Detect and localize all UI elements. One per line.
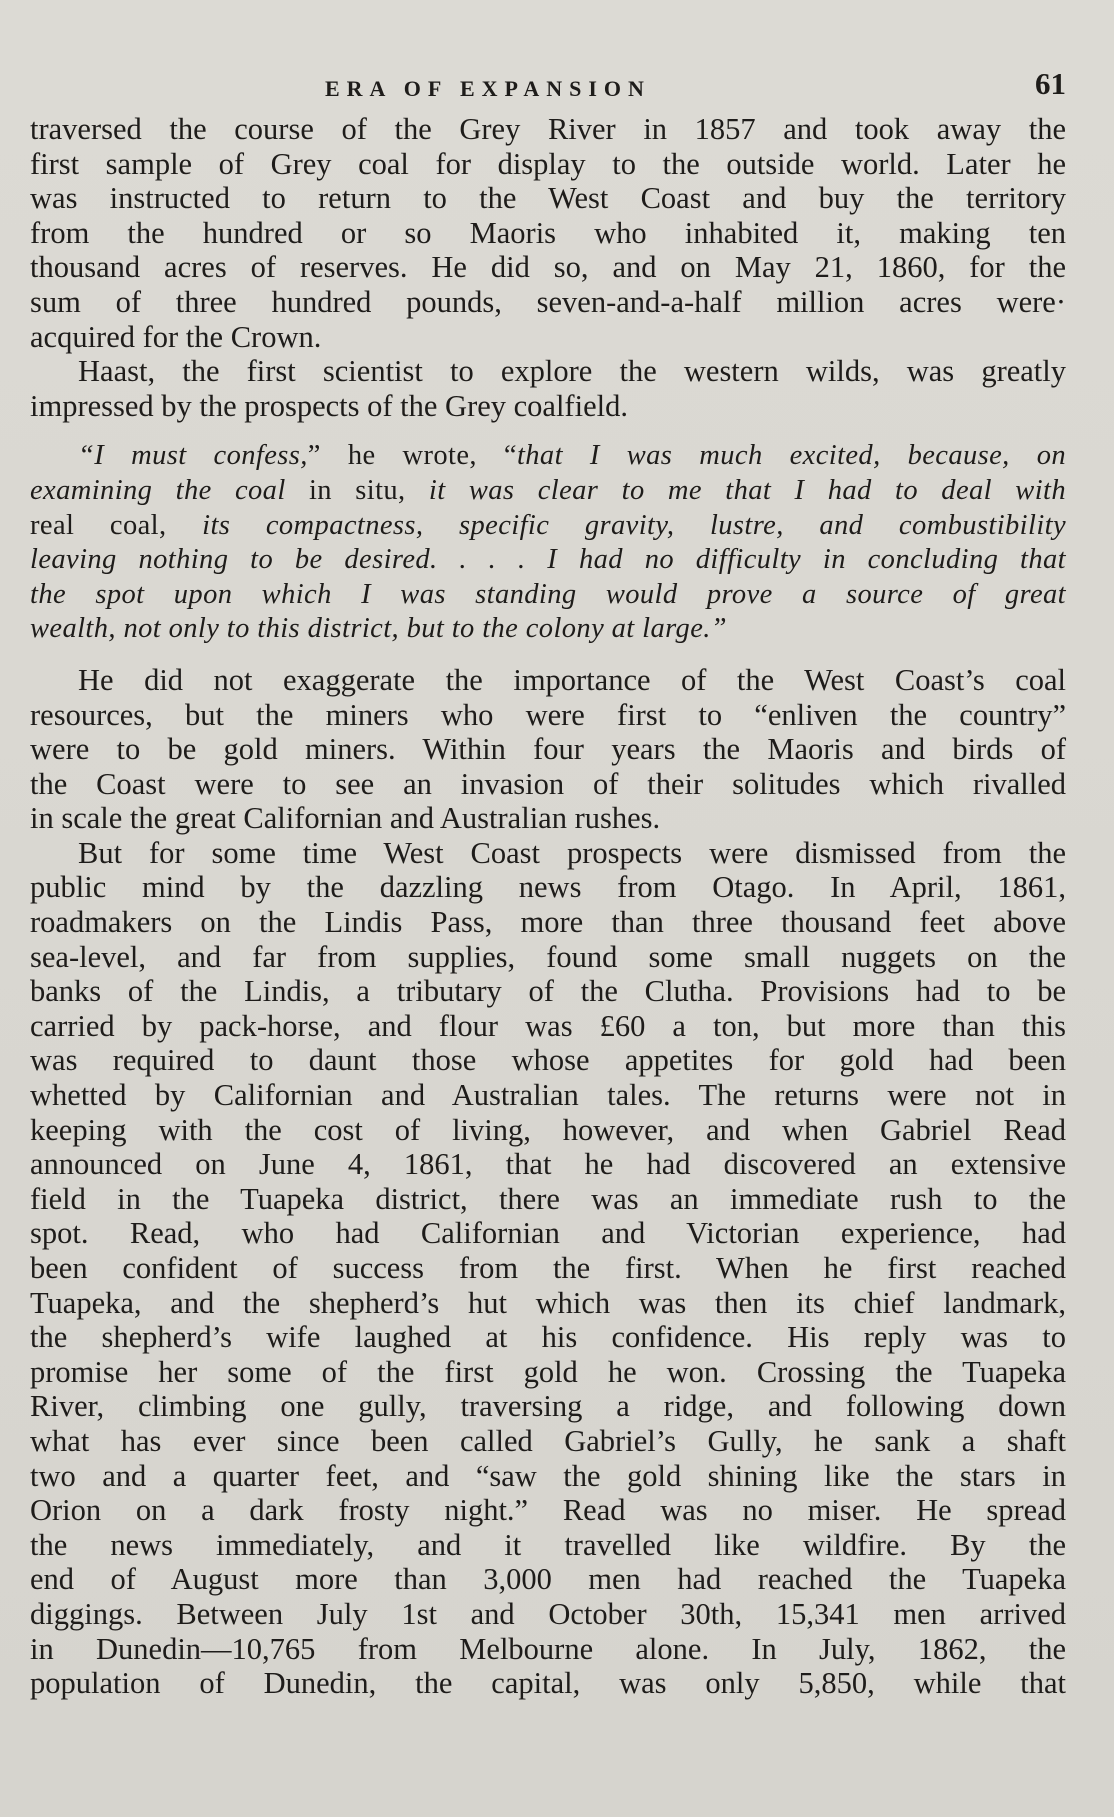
text-line: the news immediately, and it travelled like wildfire. By the — [30, 1527, 1066, 1562]
running-title: ERA OF EXPANSION — [325, 76, 651, 101]
quote-line — [30, 439, 1066, 474]
text-line: been confident of success from the first. When he first reached — [30, 1251, 1066, 1285]
text-line: two and a quarter feet, and “saw the gold shining like the stars in — [30, 1458, 1066, 1493]
text-line: field in the Tuapeka district, there was an immediate rush to the — [30, 1181, 1066, 1216]
text-line: sea-level, and far from supplies, found some small nuggets on the — [30, 939, 1066, 974]
quote-italic: it was clear to me that I had to deal with — [428, 474, 1066, 506]
text-line: promise her some of the first gold he won. Crossing the Tuapeka — [30, 1354, 1066, 1389]
quote-line: leaving nothing to be desired. . . . I had no difficulty in concluding that — [30, 544, 1066, 576]
text-line: traversed the course of the Grey River in 1857 and took away the — [30, 112, 1066, 146]
text-line: But for some time West Coast prospects were dismissed from the — [78, 835, 1066, 870]
paragraph-4 — [30, 836, 1066, 1701]
text-line: announced on June 4, 1861, that he had discovered an extensive — [30, 1147, 1066, 1182]
text-line: banks of the Lindis, a tributary of the Clutha. Provisions had to be — [30, 974, 1066, 1009]
text-line: River, climbing one gully, traversing a ridge, and following down — [30, 1389, 1066, 1424]
text-line: in Dunedin—10,765 from Melbourne alone. In July, 1862, the — [30, 1631, 1066, 1666]
text-line: the Coast were to see an invasion of their solitudes which rivalled — [30, 766, 1066, 801]
paragraph-1 — [30, 112, 1066, 354]
quote-roman: real coal, — [30, 509, 203, 541]
quote-roman: ” he wrote, “ — [307, 440, 517, 472]
quote-italic: its compactness, specific gravity, lustre, and combustibility — [202, 509, 1067, 541]
text-line: from the hundred or so Maoris who inhabited it, making ten — [30, 215, 1066, 250]
text-line: was required to daunt those whose appetites for gold had been — [30, 1043, 1066, 1078]
quote-italic: “I must confess, — [78, 440, 308, 472]
text-line: Tuapeka, and the shepherd’s hut which was then its chief landmark, — [30, 1285, 1066, 1320]
quote-line — [30, 474, 1066, 509]
text-line: in scale the great Californian and Australian rushes. — [30, 801, 661, 836]
text-line: end of August more than 3,000 men had reached the Tuapeka — [30, 1562, 1066, 1597]
text-line: He did not exaggerate the importance of the West Coast’s coal — [78, 662, 1066, 697]
block-quote — [30, 439, 1066, 647]
paragraph-2 — [30, 354, 1066, 423]
text-line: public mind by the dazzling news from Otago. In April, 1861, — [30, 870, 1066, 905]
text-line: whetted by Californian and Australian tales. The returns were not in — [30, 1078, 1066, 1113]
text-line: was instructed to return to the West Coast and buy the territory — [30, 181, 1066, 216]
text-line: diggings. Between July 1st and October 30th, 15,341 men arrived — [30, 1596, 1066, 1631]
text-line: roadmakers on the Lindis Pass, more than three thousand feet above — [30, 905, 1066, 940]
text-line: were to be gold miners. Within four years the Maoris and birds of — [30, 732, 1066, 767]
text-line: thousand acres of reserves. He did so, and on May 21, 1860, for the — [30, 250, 1066, 285]
text-line: population of Dunedin, the capital, was only 5,850, while that — [30, 1666, 1066, 1701]
text-line: acquired for the Crown. — [30, 319, 322, 354]
text-line: first sample of Grey coal for display to the outside world. Later he — [30, 146, 1066, 181]
text-line: sum of three hundred pounds, seven-and-a-half million acres were· — [30, 284, 1066, 319]
running-head — [30, 62, 1066, 112]
text-line: carried by pack-horse, and flour was £60 a ton, but more than this — [30, 1008, 1066, 1043]
text-line: Orion on a dark frosty night.” Read was no miser. He spread — [30, 1493, 1066, 1528]
page-number: 61 — [1035, 66, 1066, 101]
quote-line — [30, 509, 1066, 544]
text-line: spot. Read, who had Californian and Victorian experience, had — [30, 1216, 1066, 1251]
text-line: what has ever since been called Gabriel’s Gully, he sank a shaft — [30, 1423, 1066, 1458]
text-line: resources, but the miners who were first to “enliven the country” — [30, 697, 1066, 732]
text-line: impressed by the prospects of the Grey coalfield. — [30, 388, 628, 423]
quote-roman: in situ, — [285, 474, 429, 506]
quote-line: the spot upon which I was standing would prove a source of great — [30, 578, 1066, 610]
quote-line: wealth, not only to this district, but to the colony at large.” — [30, 613, 728, 645]
text-line: keeping with the cost of living, however, and when Gabriel Read — [30, 1112, 1066, 1147]
body-text — [30, 112, 1066, 1701]
quote-italic: that I was much excited, because, on — [516, 440, 1066, 472]
paragraph-3 — [30, 663, 1066, 836]
text-line: Haast, the first scientist to explore the western wilds, was greatly — [78, 354, 1066, 389]
quote-italic: examining the coal — [30, 474, 286, 506]
text-line: the shepherd’s wife laughed at his confidence. His reply was to — [30, 1320, 1066, 1355]
